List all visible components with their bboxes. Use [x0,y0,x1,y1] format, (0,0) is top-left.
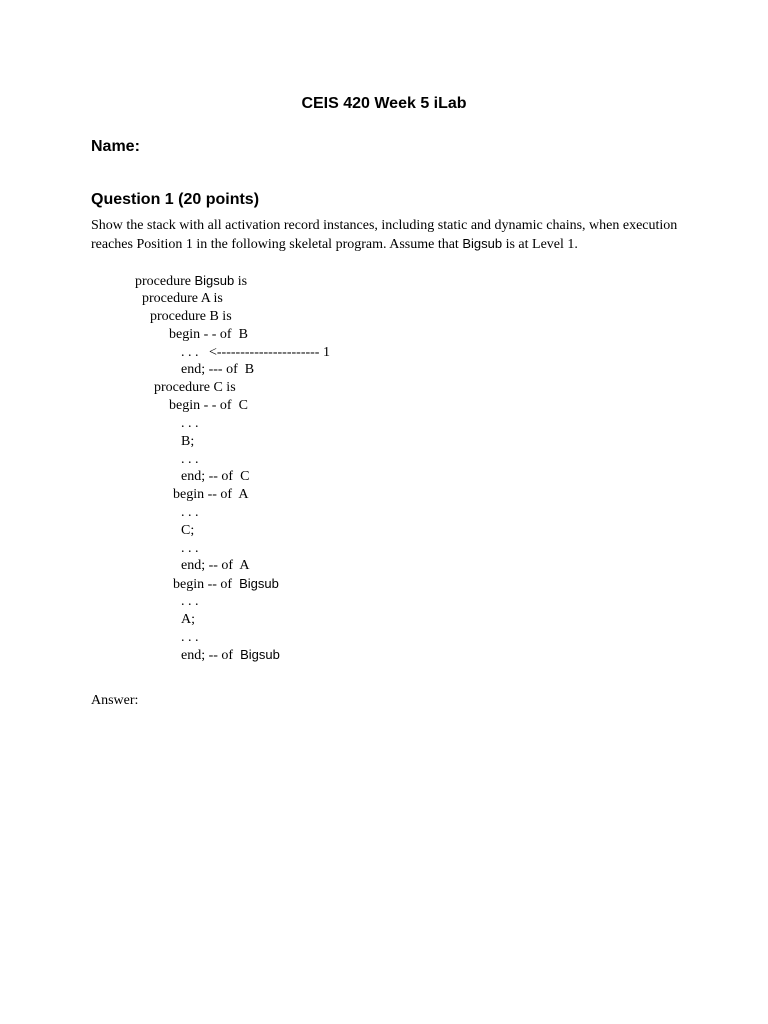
code-line: . . . [181,541,199,556]
code-line: begin -- of A [173,487,249,502]
code-line: procedure Bigsub is [135,273,248,289]
code-line: . . . [181,594,199,609]
code-line: . . . [181,452,199,467]
answer-label: Answer: [91,693,139,708]
code-line: end; --- of B [181,362,255,377]
question-text [91,217,691,254]
code-line: end; -- of A [181,558,250,573]
code-line: begin - - of C [169,398,248,413]
code-line: procedure C is [154,380,236,395]
code-line: A; [181,612,195,627]
code-line: . . . <---------------------- 1 [181,345,330,360]
question-heading: Question 1 (20 points) [91,191,260,208]
document-title: CEIS 420 Week 5 iLab [301,95,467,112]
question-text-part2: is at Level 1. [502,237,578,252]
code-line: end; -- of C [181,469,250,484]
question-text-part1: Show the stack with all activation record instances, including static and dynamic chains, when execution reaches Position 1 in the following skeletal program. Assume that [91,218,678,252]
code-line: . . . [181,505,199,520]
name-label: Name: [91,138,140,155]
code-line: C; [181,523,195,538]
code-line: end; -- of Bigsub [181,647,280,663]
code-line: procedure B is [150,309,232,324]
code-line: begin - - of B [169,327,248,342]
code-line: . . . [181,630,199,645]
code-line: procedure A is [142,291,223,306]
question-text-bigsub: Bigsub [462,236,503,251]
code-line: begin -- of Bigsub [173,576,279,592]
code-line: B; [181,434,195,449]
code-line: . . . [181,416,199,431]
